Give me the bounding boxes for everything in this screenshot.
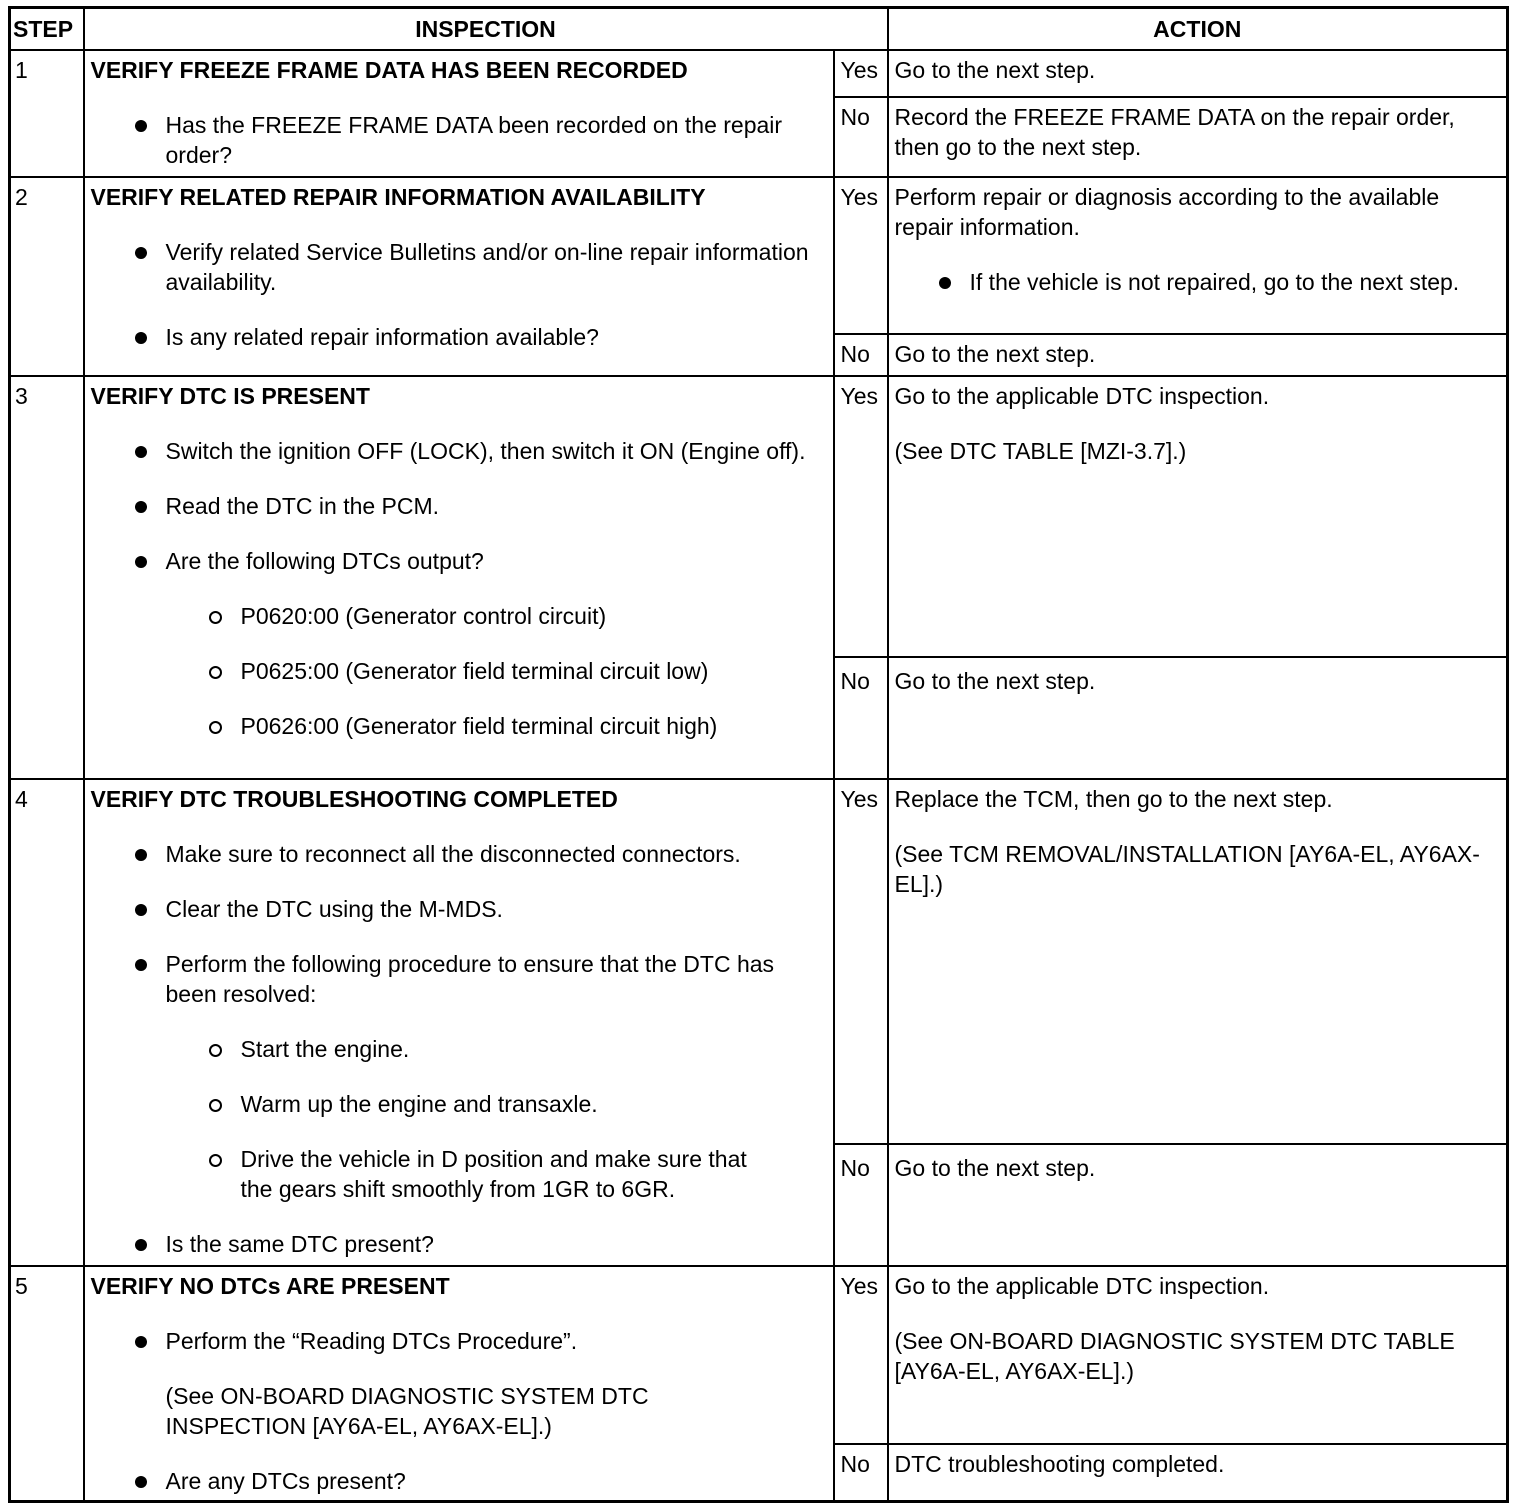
- list-item: P0620:00 (Generator control circuit): [166, 601, 827, 631]
- list-item: Has the FREEZE FRAME DATA been recorded on the repair order?: [91, 110, 827, 170]
- list-item: Start the engine.: [166, 1034, 827, 1064]
- list-item: P0626:00 (Generator field terminal circuit high): [166, 711, 827, 741]
- list-item: Clear the DTC using the M-MDS.: [91, 894, 827, 924]
- bullet-icon: [135, 959, 147, 971]
- yes-action: Go to the applicable DTC inspection. (See DTC TABLE [MZI-3.7].): [888, 376, 1508, 657]
- yes-label: Yes: [834, 779, 888, 1144]
- list-item: Perform the “Reading DTCs Procedure”. (See ON-BOARD DIAGNOSTIC SYSTEM DTC INSPECTION [AY6A-EL, AY6AX-EL].): [91, 1326, 827, 1441]
- step-3-row: [10, 376, 1508, 657]
- bullet-icon: [135, 556, 147, 568]
- bullet-icon: [135, 1476, 147, 1488]
- step-title: VERIFY NO DTCs ARE PRESENT: [90, 1272, 450, 1299]
- step-number: 3: [10, 376, 84, 779]
- no-label: No: [834, 334, 888, 376]
- step-title: VERIFY FREEZE FRAME DATA HAS BEEN RECORDED: [90, 56, 688, 83]
- diagnostic-procedure-table: [8, 6, 1509, 1503]
- action-bullets: [895, 267, 1501, 297]
- no-label: No: [834, 1444, 888, 1502]
- no-label: No: [834, 657, 888, 779]
- list-item: P0625:00 (Generator field terminal circuit low): [166, 656, 827, 686]
- step-inspection: [84, 177, 834, 376]
- step-inspection: [84, 376, 834, 779]
- sub-bullets: [166, 601, 827, 741]
- step-4-row: [10, 779, 1508, 1144]
- inspection-bullets: [91, 110, 827, 170]
- yes-action: Go to the applicable DTC inspection. (See ON-BOARD DIAGNOSTIC SYSTEM DTC TABLE [AY6A-EL, AY6AX-EL].): [888, 1266, 1508, 1444]
- no-label: No: [834, 97, 888, 177]
- bullet-icon: [135, 904, 147, 916]
- inspection-bullets: [91, 839, 827, 1259]
- header-row: [10, 8, 1508, 50]
- no-action: Go to the next step.: [888, 334, 1508, 376]
- bullet-icon: [135, 1336, 147, 1348]
- step-number: 2: [10, 177, 84, 376]
- list-item: Verify related Service Bulletins and/or on-line repair information availability.: [91, 237, 827, 297]
- yes-label: Yes: [834, 376, 888, 657]
- bullet-icon: [135, 1239, 147, 1251]
- list-item: Warm up the engine and transaxle.: [166, 1089, 827, 1119]
- step-title: VERIFY RELATED REPAIR INFORMATION AVAILABILITY: [90, 183, 706, 210]
- circle-bullet-icon: [209, 1099, 222, 1112]
- circle-bullet-icon: [209, 611, 222, 624]
- bullet-icon: [939, 277, 951, 289]
- bullet-icon: [135, 332, 147, 344]
- bullet-icon: [135, 446, 147, 458]
- yes-action: Go to the next step.: [888, 50, 1508, 97]
- bullet-icon: [135, 849, 147, 861]
- list-item: Is the same DTC present?: [91, 1229, 827, 1259]
- step-title: VERIFY DTC IS PRESENT: [90, 382, 370, 409]
- step-title: VERIFY DTC TROUBLESHOOTING COMPLETED: [90, 785, 618, 812]
- reference-note: (See ON-BOARD DIAGNOSTIC SYSTEM DTC TABLE [AY6A-EL, AY6AX-EL].): [894, 1327, 1455, 1384]
- step-inspection: [84, 1266, 834, 1502]
- yes-action: Perform repair or diagnosis according to the available repair information. If the vehicle is not repaired, go to the next step.: [888, 177, 1508, 334]
- inspection-column-header: INSPECTION: [84, 8, 888, 50]
- bullet-icon: [135, 120, 147, 132]
- no-action: Go to the next step.: [888, 657, 1508, 779]
- step-number: 1: [10, 50, 84, 177]
- yes-label: Yes: [834, 1266, 888, 1444]
- yes-action: Replace the TCM, then go to the next step. (See TCM REMOVAL/INSTALLATION [AY6A-EL, AY6AX-EL].): [888, 779, 1508, 1144]
- list-item: Is any related repair information available?: [91, 322, 827, 352]
- inspection-bullets: [91, 237, 827, 352]
- circle-bullet-icon: [209, 1154, 222, 1167]
- step-column-header: STEP: [10, 8, 84, 50]
- list-item: Make sure to reconnect all the disconnected connectors.: [91, 839, 827, 869]
- step-2-row: [10, 177, 1508, 334]
- step-inspection: [84, 50, 834, 177]
- list-item: Are the following DTCs output? P0620:00 (Generator control circuit) P0625:00 (Generator field terminal circuit low) P0626:00 (Generator field terminal circuit high): [91, 546, 827, 741]
- step-1-row: [10, 50, 1508, 97]
- circle-bullet-icon: [209, 1044, 222, 1057]
- list-item: Read the DTC in the PCM.: [91, 491, 827, 521]
- list-item: If the vehicle is not repaired, go to the next step.: [895, 267, 1501, 297]
- bullet-icon: [135, 501, 147, 513]
- step-number: 4: [10, 779, 84, 1266]
- yes-label: Yes: [834, 177, 888, 334]
- no-action: Go to the next step.: [888, 1144, 1508, 1266]
- sub-bullets: [166, 1034, 827, 1204]
- circle-bullet-icon: [209, 666, 222, 679]
- action-column-header: ACTION: [888, 8, 1508, 50]
- reference-note: (See ON-BOARD DIAGNOSTIC SYSTEM DTC INSPECTION [AY6A-EL, AY6AX-EL].): [165, 1382, 649, 1439]
- list-item: Perform the following procedure to ensure that the DTC has been resolved: Start the engine. Warm up the engine and transaxle. Drive the vehicle in D position and make sure that the gears shift smoothly from 1GR to 6GR.: [91, 949, 827, 1204]
- circle-bullet-icon: [209, 721, 222, 734]
- yes-label: Yes: [834, 50, 888, 97]
- step-5-row: [10, 1266, 1508, 1444]
- reference-note: (See DTC TABLE [MZI-3.7].): [894, 437, 1187, 464]
- no-action: Record the FREEZE FRAME DATA on the repair order, then go to the next step.: [888, 97, 1508, 177]
- list-item: Are any DTCs present?: [91, 1466, 827, 1496]
- list-item: Switch the ignition OFF (LOCK), then switch it ON (Engine off).: [91, 436, 827, 466]
- list-item: Drive the vehicle in D position and make sure that the gears shift smoothly from 1GR to 6GR.: [166, 1144, 827, 1204]
- step-number: 5: [10, 1266, 84, 1502]
- no-action: DTC troubleshooting completed.: [888, 1444, 1508, 1502]
- inspection-bullets: [91, 436, 827, 741]
- bullet-icon: [135, 247, 147, 259]
- no-label: No: [834, 1144, 888, 1266]
- inspection-bullets: [91, 1326, 827, 1496]
- step-inspection: [84, 779, 834, 1266]
- reference-note: (See TCM REMOVAL/INSTALLATION [AY6A-EL, AY6AX-EL].): [894, 840, 1480, 897]
